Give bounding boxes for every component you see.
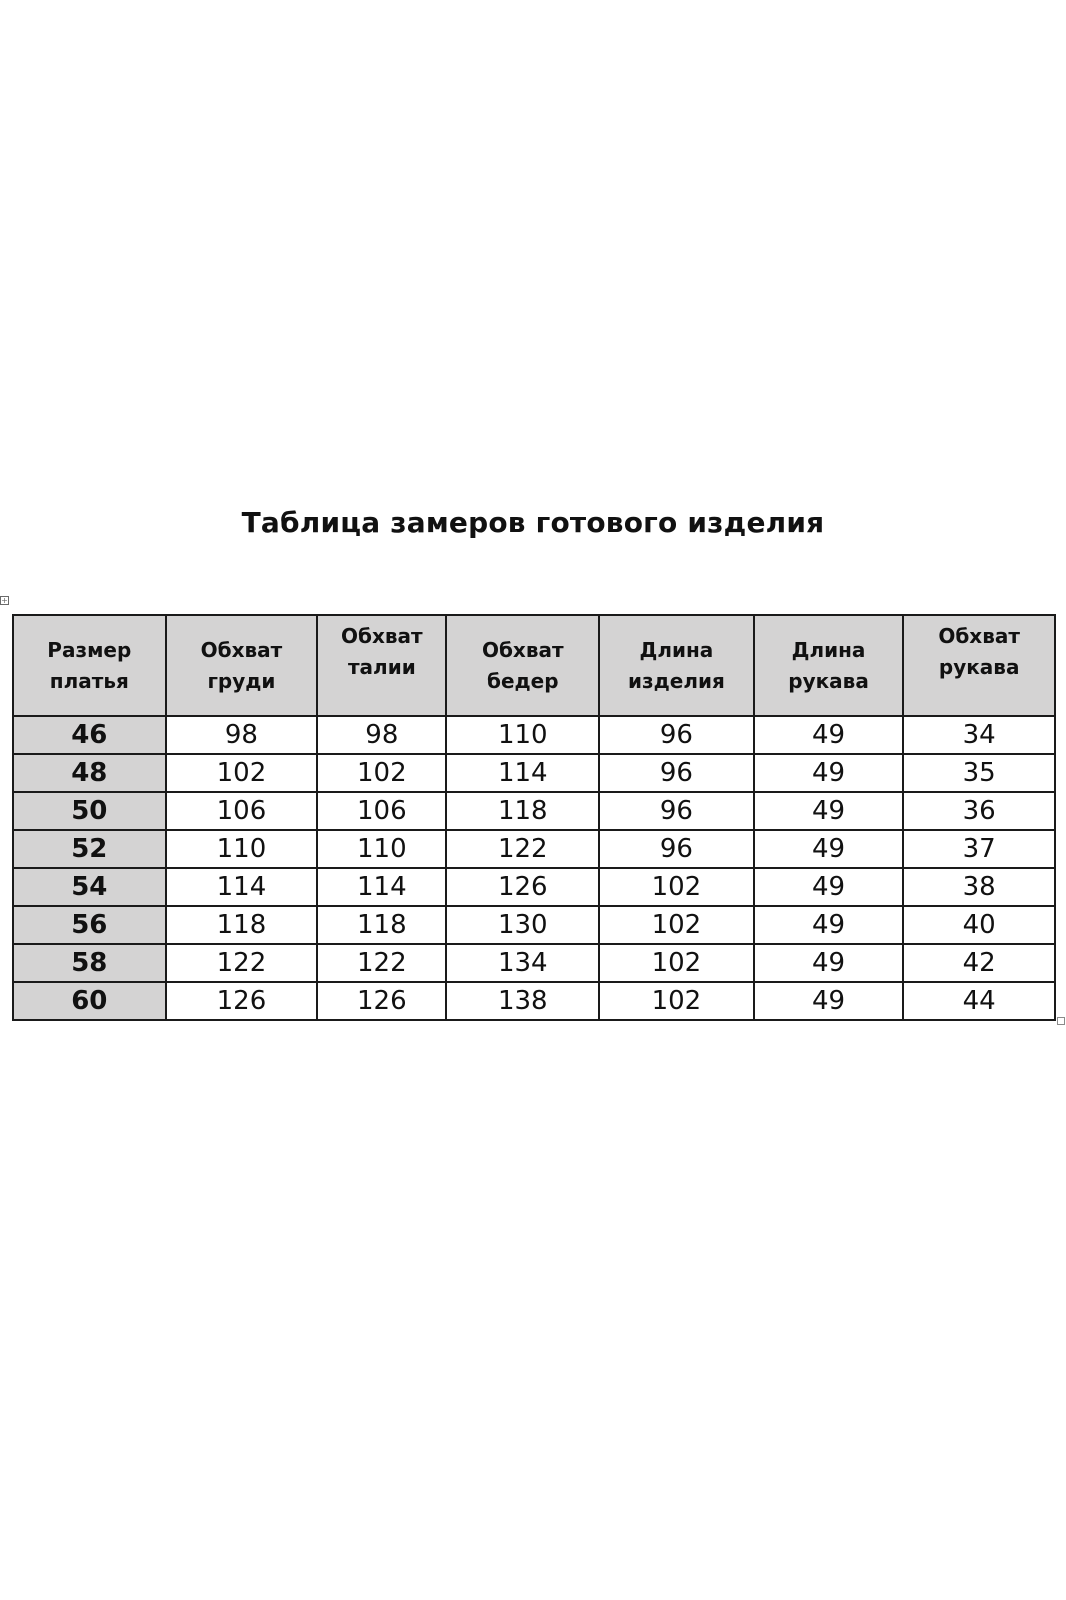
sleeve-length-cell: 49 <box>754 982 904 1020</box>
header-line: изделия <box>627 668 725 693</box>
chest-cell: 114 <box>166 868 318 906</box>
sleeve-length-cell: 49 <box>754 868 904 906</box>
hips-cell: 118 <box>446 792 599 830</box>
sleeve-girth-cell: 38 <box>903 868 1055 906</box>
hips-cell: 138 <box>446 982 599 1020</box>
header-line: Длина <box>639 637 714 662</box>
hips-cell: 114 <box>446 754 599 792</box>
size-cell: 60 <box>13 982 166 1020</box>
chest-cell: 122 <box>166 944 318 982</box>
table-header-row <box>13 615 1055 716</box>
size-cell: 54 <box>13 868 166 906</box>
size-cell: 46 <box>13 716 166 754</box>
size-cell: 50 <box>13 792 166 830</box>
header-dress-size <box>13 615 166 716</box>
sleeve-length-cell: 49 <box>754 754 904 792</box>
header-line: талии <box>347 655 416 679</box>
sleeve-girth-cell: 44 <box>903 982 1055 1020</box>
sleeve-girth-cell: 37 <box>903 830 1055 868</box>
header-line: рукава <box>788 668 869 693</box>
waist-cell: 106 <box>317 792 446 830</box>
header-chest <box>166 615 318 716</box>
waist-cell: 126 <box>317 982 446 1020</box>
header-line: Обхват <box>481 637 564 662</box>
header-garment-length <box>599 615 754 716</box>
table-move-handle-icon[interactable]: + <box>1 596 8 605</box>
waist-cell: 110 <box>317 830 446 868</box>
hips-cell: 130 <box>446 906 599 944</box>
garment-length-cell: 96 <box>599 792 754 830</box>
header-hips <box>446 615 599 716</box>
waist-cell: 102 <box>317 754 446 792</box>
header-line: рукава <box>938 655 1020 679</box>
chest-cell: 110 <box>166 830 318 868</box>
header-line: Длина <box>791 637 866 662</box>
header-line: платья <box>49 668 129 693</box>
chest-cell: 98 <box>166 716 318 754</box>
sleeve-girth-cell: 42 <box>903 944 1055 982</box>
table-row <box>13 754 1055 792</box>
table-row <box>13 830 1055 868</box>
hips-cell: 110 <box>446 716 599 754</box>
hips-cell: 126 <box>446 868 599 906</box>
table-row <box>13 868 1055 906</box>
waist-cell: 114 <box>317 868 446 906</box>
size-cell: 56 <box>13 906 166 944</box>
header-line: Обхват <box>341 624 423 648</box>
garment-length-cell: 102 <box>599 868 754 906</box>
table-resize-handle-icon[interactable] <box>1057 1017 1065 1025</box>
garment-length-cell: 96 <box>599 830 754 868</box>
waist-cell: 118 <box>317 906 446 944</box>
garment-length-cell: 96 <box>599 754 754 792</box>
table-row <box>13 982 1055 1020</box>
header-sleeve-girth <box>903 615 1055 716</box>
size-cell: 58 <box>13 944 166 982</box>
hips-cell: 122 <box>446 830 599 868</box>
size-measurement-table <box>12 614 1056 1021</box>
waist-cell: 98 <box>317 716 446 754</box>
sleeve-length-cell: 49 <box>754 944 904 982</box>
header-line: Размер <box>47 637 132 662</box>
header-line: груди <box>207 668 276 693</box>
garment-length-cell: 96 <box>599 716 754 754</box>
sleeve-girth-cell: 40 <box>903 906 1055 944</box>
sleeve-girth-cell: 35 <box>903 754 1055 792</box>
header-sleeve-length <box>754 615 904 716</box>
sleeve-length-cell: 49 <box>754 830 904 868</box>
garment-length-cell: 102 <box>599 982 754 1020</box>
size-cell: 48 <box>13 754 166 792</box>
sleeve-length-cell: 49 <box>754 716 904 754</box>
table-row <box>13 792 1055 830</box>
garment-length-cell: 102 <box>599 944 754 982</box>
sleeve-girth-cell: 34 <box>903 716 1055 754</box>
header-line: бедер <box>486 668 559 693</box>
chest-cell: 126 <box>166 982 318 1020</box>
table-row <box>13 906 1055 944</box>
garment-length-cell: 102 <box>599 906 754 944</box>
waist-cell: 122 <box>317 944 446 982</box>
table-title: Таблица замеров готового изделия <box>241 506 825 539</box>
table-row <box>13 944 1055 982</box>
table-row <box>13 716 1055 754</box>
chest-cell: 106 <box>166 792 318 830</box>
size-cell: 52 <box>13 830 166 868</box>
chest-cell: 118 <box>166 906 318 944</box>
header-line: Обхват <box>938 624 1020 648</box>
chest-cell: 102 <box>166 754 318 792</box>
header-line: Обхват <box>200 637 283 662</box>
sleeve-length-cell: 49 <box>754 792 904 830</box>
header-waist <box>317 615 446 716</box>
sleeve-girth-cell: 36 <box>903 792 1055 830</box>
sleeve-length-cell: 49 <box>754 906 904 944</box>
hips-cell: 134 <box>446 944 599 982</box>
